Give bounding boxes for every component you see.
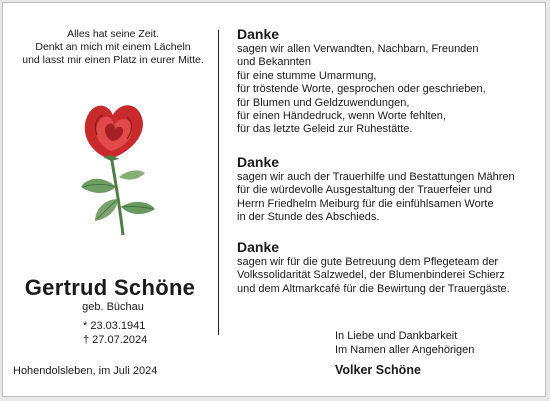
text-line: für die würdevolle Ausgestaltung der Trauerfeier und bbox=[237, 184, 492, 197]
thanks-section bbox=[237, 26, 542, 137]
section-text bbox=[237, 171, 542, 225]
obituary-card bbox=[2, 2, 546, 397]
section-text bbox=[237, 43, 542, 137]
birth-name: geb. Büchau bbox=[82, 301, 144, 313]
rose-icon bbox=[59, 95, 169, 243]
place-and-date: Hohendolsleben, im Juli 2024 bbox=[13, 365, 158, 377]
motto-line: Alles hat seine Zeit. bbox=[67, 28, 159, 40]
life-dates bbox=[83, 319, 147, 347]
deceased-name: Gertrud Schöne bbox=[24, 275, 196, 300]
section-heading: Danke bbox=[237, 26, 280, 42]
closing-line: Im Namen aller Angehörigen bbox=[335, 344, 475, 356]
motto bbox=[17, 28, 209, 67]
text-line: sagen wir allen Verwandten, Nachbarn, Freunden bbox=[237, 43, 479, 55]
text-line: für tröstende Worte, gesprochen oder geschrieben, bbox=[237, 83, 486, 96]
motto-line: Denkt an mich mit einem Lächeln bbox=[35, 41, 191, 53]
left-column bbox=[3, 3, 215, 398]
closing-line: In Liebe und Dankbarkeit bbox=[335, 330, 458, 342]
column-divider bbox=[218, 30, 219, 335]
text-line: und Bekannten bbox=[237, 56, 312, 69]
text-line: für eine stumme Umarmung, bbox=[237, 69, 377, 82]
closing-lines bbox=[335, 329, 474, 357]
text-line: für das letzte Geleid zur Ruhestätte. bbox=[237, 123, 413, 136]
section-heading: Danke bbox=[237, 239, 280, 255]
section-heading: Danke bbox=[237, 154, 280, 170]
text-line: sagen wir auch der Trauerhilfe und Bestattungen Mähren bbox=[237, 171, 515, 183]
birth-date: * 23.03.1941 bbox=[83, 320, 146, 332]
death-date: † 27.07.2024 bbox=[83, 334, 148, 346]
motto-line: und lasst mir einen Platz in eurer Mitte. bbox=[22, 54, 204, 66]
text-line: Herrn Friedhelm Meiburg für die einfühlsamen Worte bbox=[237, 197, 494, 210]
text-line: für einen Händedruck, wenn Worte fehlten, bbox=[237, 110, 446, 123]
text-line: für Blumen und Geldzuwendungen, bbox=[237, 96, 410, 109]
text-line: Volkssolidarität Salzwedel, der Blumenbinderei Schierz bbox=[237, 269, 505, 282]
text-line: und dem Altmarkcafé für die Bewirtung der Trauergäste. bbox=[237, 282, 510, 295]
signature: Volker Schöne bbox=[335, 363, 421, 377]
text-line: in der Stunde des Abschieds. bbox=[237, 211, 380, 224]
thanks-section bbox=[237, 154, 542, 225]
thanks-section bbox=[237, 239, 542, 296]
section-text bbox=[237, 256, 542, 296]
text-line: sagen wir für die gute Betreuung dem Pflegeteam der bbox=[237, 256, 499, 268]
